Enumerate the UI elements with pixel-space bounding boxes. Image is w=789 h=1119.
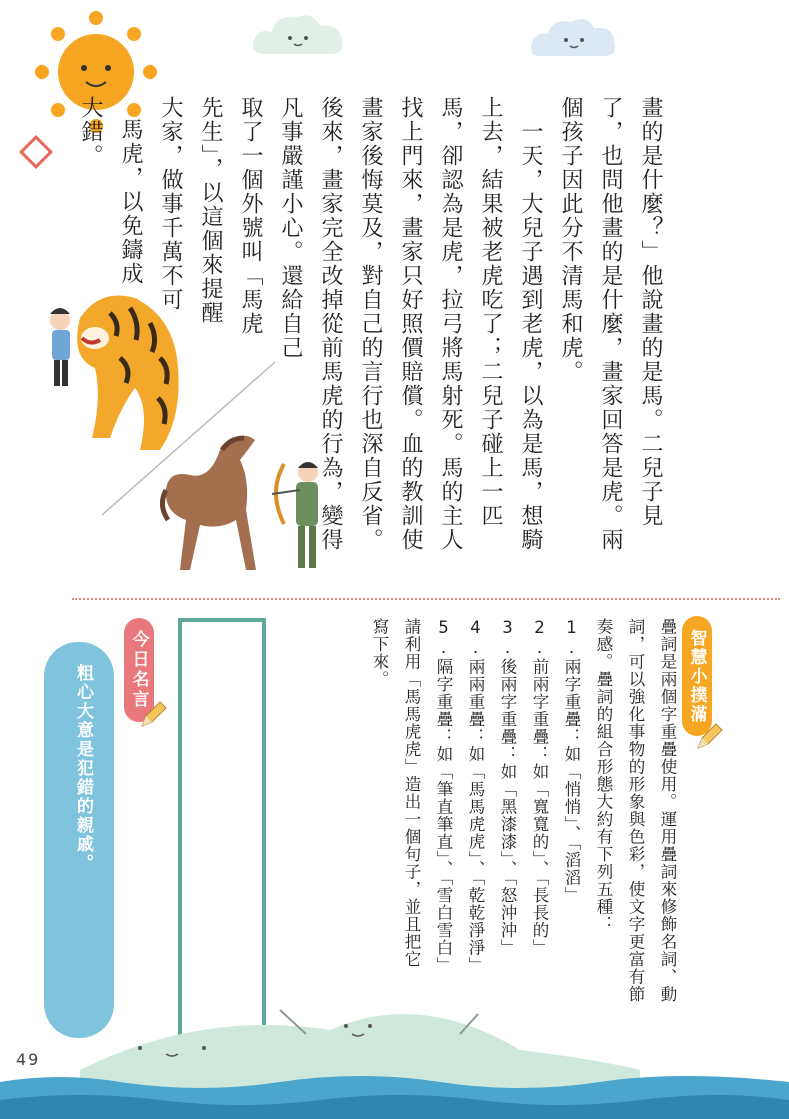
wisdom-task-line: 寫下來。 — [370, 618, 389, 688]
story-column: 個孩子因此分不清馬和虎。 — [558, 96, 583, 384]
story-column: 上去，結果被老虎吃了；二兒子碰上一匹 — [478, 96, 503, 528]
section-divider — [72, 598, 780, 600]
pencil-icon — [138, 700, 168, 730]
page-number: 49 — [16, 1050, 41, 1069]
wisdom-item: 1.兩字重疊：如「悄悄」、「滔滔」 — [562, 618, 581, 904]
wisdom-intro-line: 詞，可以強化事物的形象與色彩，使文字更富有節 — [626, 618, 645, 1003]
writing-box[interactable] — [178, 618, 266, 1042]
wisdom-text — [367, 618, 679, 1030]
wisdom-item: 4.兩兩重疊：如「馬馬虎虎」、「乾乾淨淨」 — [466, 618, 485, 974]
story-column: 畫家後悔莫及，對自己的言行也深自反省。 — [358, 96, 383, 552]
wisdom-item: 2.前兩字重疊：如「寬寬的」、「長長的」 — [530, 618, 549, 957]
story-column: 大家，做事千萬不可 — [158, 96, 183, 312]
story-column: 凡事嚴謹小心。還給自己 — [278, 96, 303, 360]
saying-text: 粗心大意是犯錯的親戚。 — [73, 664, 93, 873]
story-column: 找上門來，畫家只好照價賠償。血的教訓使 — [398, 96, 423, 552]
pencil-icon — [694, 722, 724, 752]
wisdom-intro-line: 疊詞是兩個字重疊使用。運用疊詞來修飾名詞、動 — [658, 618, 677, 1003]
story-column: 後來，畫家完全改掉從前馬虎的行為，變得 — [318, 96, 343, 552]
story-column: 取了一個外號叫「馬虎 — [238, 96, 263, 336]
story-column: 先生」，以這個來提醒 — [198, 96, 223, 325]
saying-badge: 今日名言 — [124, 618, 154, 722]
wisdom-item: 5.隔字重疊：如「筆直筆直」、「雪白雪白」 — [434, 618, 453, 974]
wisdom-badge: 智慧小撲滿 — [682, 616, 712, 736]
wisdom-task-line: 請利用「馬馬虎虎」造出一個句子，並且把它 — [402, 618, 421, 968]
wisdom-intro-line: 奏感。疊詞的組合形態大約有下列五種： — [594, 618, 613, 933]
wisdom-item: 3.後兩字重疊：如「黑漆漆」、「怒沖沖」 — [498, 618, 517, 957]
story-column: 馬，卻認為是虎，拉弓將馬射死。馬的主人 — [438, 96, 463, 552]
story-column: 了，也問他畫的是什麼，畫家回答是虎。兩 — [598, 96, 623, 552]
cloud-icon — [528, 14, 618, 62]
story-text — [76, 96, 665, 578]
quote-panel — [44, 642, 114, 1038]
story-column: 馬虎，以免鑄成 — [118, 118, 143, 286]
story-column: 畫的是什麼？」他說畫的是馬。二兒子見 — [638, 96, 663, 528]
diamond-shape — [19, 135, 53, 169]
story-column: 大錯。 — [78, 96, 103, 168]
seascape-footer — [0, 990, 789, 1119]
story-column: 一天，大兒子遇到老虎，以為是馬，想騎 — [518, 96, 543, 552]
cloud-icon — [250, 10, 346, 60]
